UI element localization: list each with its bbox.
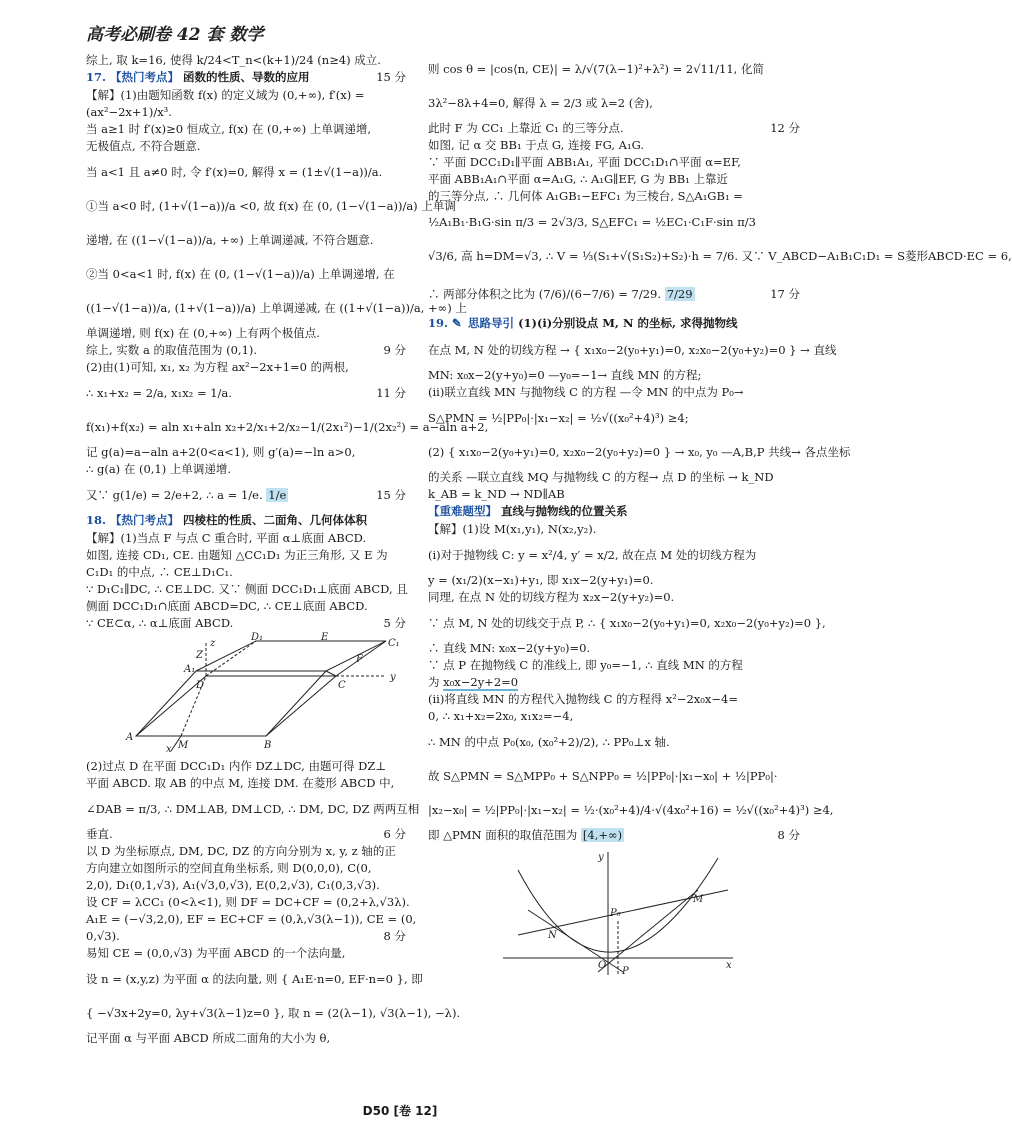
label-y: y <box>390 672 396 683</box>
graph-label-p: P <box>622 966 629 977</box>
label-x: x <box>166 744 172 755</box>
pen-icon: ✎ <box>452 316 462 330</box>
label-f: F <box>356 654 363 665</box>
q19-solution: 【解】(1)设 M(x₁,y₁), N(x₂,y₂). (i)对于抛物线 C: y = x²/4, y′ = x/2, 故在点 M 处的切线方程为 y = (x₁/2)(x−x₁)+y₁, 即 x₁x−2(y+y₁)=0. 同理, 在点 N 处的切线方程为 x₂x−2(y+y₂)=0. ∵ 点 M, N 处的切线交于点 P, ∴ { x₁x₀−2(y₀+y₁)=0, x₂x₀−2(y₀+y₂)=0 }, ∴ 直线 MN: x₀x−2(y+y₀)=0. ∵ 点 P 在抛物线 C 的准线上, 即 y₀=−1, ∴ 直线 MN 的方程 为 x₀x−2y+2=0 (ii)将直线 MN 的方程代入抛物线 C 的方程得 x²−2x₀x−4= 0, ∴ x₁+x₂=2x₀, x₁x₂=−4, ∴ MN 的中点 P₀(x₀, (x₀²+2)/2), ∴ PP₀⊥x 轴. 故 S△PMN = S△MPP₀ + S△NPP₀ = ½|PP₀|·|x₁−x₀| + ½|PP₀|· |x₂−x₀| = ½|PP₀|·|x₁−x₂| = ½·(x₀²+4)/4·√(4x₀²+16) = ½√((x₀²+4)³) ≥4, 即 △PMN 面积的取值范围为 [4,+∞) 8 分 y x M N P₀ P O <box>428 522 834 977</box>
label-c1: C₁ <box>388 638 400 649</box>
prism-base <box>136 676 336 736</box>
prism-diagram <box>86 632 406 755</box>
parabola-figure <box>498 850 738 978</box>
q19-guide: 在点 M, N 处的切线方程 → { x₁x₀−2(y₀+y₁)=0, x₂x₀−2(y₀+y₂)=0 } → 直线 MN: x₀x−2(y+y₀)=0 —y₀=−1→ 直线 MN 的方程; (ii)联立直线 MN 与抛物线 C 的方程 —令 MN 的中点为 P₀→ S△PMN = ½|PP₀|·|x₁−x₂| = ½√((x₀²+4)³) ≥4; (2) { x₁x₀−2(y₀+y₁)=0, x₂x₀−2(y₀+y₂)=0 } → x₀, y₀ —A,B,P 共线→ 各点坐标 的关系 —联立直线 MQ 与抛物线 C 的方程→ 点 D 的坐标 → k_ND k_AB = k_ND → ND∥AB <box>428 343 851 501</box>
label-d1: D₁ <box>251 632 264 643</box>
q17-conclusion-1: 综上, 实数 a 的取值范围为 (0,1). 9 分 <box>86 343 406 357</box>
ratio-highlight: 7/29 <box>666 287 693 301</box>
tangent-m <box>598 890 698 972</box>
q17-solution: 【解】(1)由题知函数 f(x) 的定义域为 (0,+∞), f′(x) = (ax²−2x+1)/x³. 当 a≥1 时 f′(x)≥0 恒成立, f(x) 在 (0,+∞) 上单调递增, 无极值点, 不符合题意. 当 a<1 且 a≠0 时, 令 f′(x)=0, 解得 x = (1±√(1−a))/a. ①当 a<0 时, (1+√(1−a))/a <0, 故 f(x) 在 (0, (1−√(1−a))/a) 上单调 递增, 在 ((1−√(1−a))/a, +∞) 上单调递减, 不符合题意. ②当 0<a<1 时, f(x) 在 (0, (1−√(1−a))/a) 上单调递增, 在 ((1−√(1−a))/a, (1+√(1−a))/a) 上单调递减, 在 ((1+√(1−a))/a, +∞) 上 单调递增, 则 f(x) 在 (0,+∞) 上有两个极值点. 综上, 实数 a 的取值范围为 (0,1). 9 分 (2)由(1)可知, x₁, x₂ 为方程 ax²−2x+1=0 的两根, ∴ x₁+x₂ = 2/a, x₁x₂ = 1/a. 11 分 f(x₁)+f(x₂) = aln x₁+aln x₂+2/x₁+2/x₂−1/(2x₁²)−1/(2x₂²) = a−aln a+2, 记 g(a)=a−aln a+2(0<a<1), 则 g′(a)=−ln a>0, ∴ g(a) 在 (0,1) 上单调递增. 又∵ g(1/e) = 2/e+2, ∴ a = 1/e. 1/e 15 分 <box>86 88 489 502</box>
label-d: D <box>196 680 205 691</box>
page-header: 高考必刷卷 42 套 数学 <box>86 25 264 45</box>
q19-heading: 19. ✎ 思路导引 (1)(i)分别设点 M, N 的坐标, 求得抛物线 <box>428 316 738 330</box>
label-z: Z <box>196 650 203 661</box>
prism-edge-bb1 <box>266 671 326 736</box>
graph-label-m: M <box>693 894 704 905</box>
page-footer: D50 [卷 12] <box>362 1104 438 1118</box>
label-c: C <box>338 680 346 691</box>
graph-label-n: N <box>548 930 557 941</box>
top-line: 综上, 取 k=16, 使得 k/24<T_n<(k+1)/24 (n≥4) 成立. 15 分 <box>86 53 406 84</box>
label-a: A <box>126 732 134 743</box>
graph-label-y: y <box>598 852 604 863</box>
parabola-graph <box>428 850 800 978</box>
graph-label-p0: P₀ <box>610 908 621 919</box>
mn-line-answer: x₀x−2y+2=0 <box>443 675 519 689</box>
label-e: E <box>321 632 329 643</box>
q18-solution: 【解】(1)当点 F 与点 C 重合时, 平面 α⊥底面 ABCD. 如图, 连接 CD₁, CE. 由题知 △CC₁D₁ 为正三角形, 又 E 为 C₁D₁ 的中点, ∴ CE⊥D₁C₁. ∵ D₁C₁∥DC, ∴ CE⊥DC. 又∵ 侧面 DCC₁D₁⊥底面 ABCD, 且 侧面 DCC₁D₁∩底面 ABCD=DC, ∴ CE⊥底面 ABCD. ∵ CE⊂α, ∴ α⊥底面 ABCD. 5 分 A₁ D₁ E C₁ Z D A M B C F x y z (2)过点 D 在平面 DCC₁D₁ 内作 DZ⊥DC, 由题可得 DZ⊥ 平面 ABCD. 取 AB 的中点 M, 连接 DM. 在菱形 ABCD 中, ∠DAB = π/3, ∴ DM⊥AB, DM⊥CD, ∴ DM, DC, DZ 两两互相 垂直. 6 分 以 D 为坐标原点, DM, DC, DZ 的方向分别为 x, y, z 轴的正 方向建立如图所示的空间直角坐标系, 则 D(0,0,0), C(0, 2,0), D₁(0,1,√3), A₁(√3,0,√3), E(0,2,√3), C₁(0,3,√3). 设 CF = λCC₁ (0<λ<1), 则 DF = DC+CF = (0,2+λ,√3λ). A₁E = (−√3,2,0), EF = EC+CF = (0,λ,√3(λ−1)), CE = (0, 0,√3). 8 分 易知 CE = (0,0,√3) 为平面 ABCD 的一个法向量, 设 n = (x,y,z) 为平面 α 的法向量, 则 { A₁E·n=0, EF·n=0 }, 即 { −√3x+2y=0, λy+√3(λ−1)z=0 }, 取 n = (2(λ−1), √3(λ−1), −λ). 记平面 α 与平面 ABCD 所成二面角的大小为 θ, <box>86 531 461 1045</box>
prism-edge-aa1 <box>136 671 196 736</box>
area-range-highlight: [4,+∞) <box>582 828 623 842</box>
label-z-axis: z <box>210 638 216 649</box>
q18-heading: 18. 【热门考点】 四棱柱的性质、二面角、几何体体积 <box>86 513 368 527</box>
right-column: 则 cos θ = |cos⟨n, CE⟩| = λ/√(7(λ−1)²+λ²) = 2√11/11, 化简 3λ²−8λ+4=0, 解得 λ = 2/3 或 λ=2 (舍), 此时 F 为 CC₁ 上靠近 C₁ 的三等分点. 12 分 如图, 记 α 交 BB₁ 于点 G, 连接 FG, A₁G. ∵ 平面 DCC₁D₁∥平面 ABB₁A₁, 平面 DCC₁D₁∩平面 α=EF, 平面 ABB₁A₁∩平面 α=A₁G, ∴ A₁G∥EF, G 为 BB₁ 上靠近 的三等分点, ∴ 几何体 A₁GB₁−EFC₁ 为三棱台, S△A₁GB₁ = ½A₁B₁·B₁G·sin π/3 = 2√3/3, S△EFC₁ = ½EC₁·C₁F·sin π/3 √3/6, 高 h=DM=√3, ∴ V = ⅓(S₁+√(S₁S₂)+S₂)·h = 7/6. 又∵ V_ABCD−A₁B₁C₁D₁ = S菱形ABCD·EC = 6, ∴ 两部分体积之比为 (7/6)/(6−7/6) = 7/29. 7/29 17 分 19. ✎ 思路导引 (1)(i)分别设点 M, N 的坐标, 求得抛物线 在点 M, N 处的切线方程 → { x₁x₀−2(y₀+y₁)=0, x₂x₀−2(y₀+y₂)=0 } → 直线 MN: x₀x−2(y+y₀)=0 —y₀=−1→ 直线 MN 的方程; (ii)联立直线 MN 与抛物线 C 的方程 —令 MN 的中点为 P₀→ S△PMN = ½|PP₀|·|x₁−x₂| = ½√((x₀²+4)³) ≥4; (2) { x₁x₀−2(y₀+y₁)=0, x₂x₀−2(y₀+y₂)=0 } → x₀, y₀ —A,B,P 共线→ 各点坐标 的关系 —联立直线 MQ 与抛物线 C 的方程→ 点 D 的坐标 → k_ND k_AB = k_ND → ND∥AB 【重难题型】 直线与抛物线的位置关系 【解】(1)设 M(x₁,y₁), N(x₂,y₂). (i)对于抛物线 C: y = x²/4, y′ = x/2, 故在点 M 处的切线方程为 y = (x₁/2)(x−x₁)+y₁, 即 x₁x−2(y+y₁)=0. 同理, 在点 N 处的切线方程为 x₂x−2(y+y₂)=0. ∵ 点 M, N 处的切线交于点 P, ∴ { x₁x₀−2(y₀+y₁)=0, x₂x₀−2(y₀+y₂)=0 }, ∴ 直线 MN: x₀x−2(y+y₀)=0. ∵ 点 P 在抛物线 C 的准线上, 即 y₀=−1, ∴ 直线 MN 的方程 为 x₀x−2y+2=0 (ii)将直线 MN 的方程代入抛物线 C 的方程得 x²−2x₀x−4= 0, ∴ x₁+x₂=2x₀, x₁x₂=−4, ∴ MN 的中点 P₀(x₀, (x₀²+2)/2), ∴ PP₀⊥x 轴. 故 S△PMN = S△MPP₀ + S△NPP₀ = ½|PP₀|·|x₁−x₀| + ½|PP₀|· |x₂−x₀| = ½|PP₀|·|x₁−x₂| = ½·(x₀²+4)/4·√(4x₀²+16) = ½√((x₀²+4)³) ≥4, 即 △PMN 面积的取值范围为 [4,+∞) 8 分 y x M N P₀ P O <box>428 62 1012 977</box>
prism-segment-ce <box>326 671 336 676</box>
graph-label-x: x <box>726 960 732 971</box>
label-a1: A₁ <box>184 664 196 675</box>
label-m: M <box>178 740 189 751</box>
label-b: B <box>264 740 272 751</box>
q17-heading: 17. 【热门考点】 函数的性质、导数的应用 <box>86 70 310 84</box>
graph-label-o: O <box>598 960 607 971</box>
q17-answer-highlight: 1/e <box>268 488 287 502</box>
q19-topic-heading: 【重难题型】 直线与抛物线的位置关系 <box>428 504 628 518</box>
prism-figure <box>86 632 406 755</box>
